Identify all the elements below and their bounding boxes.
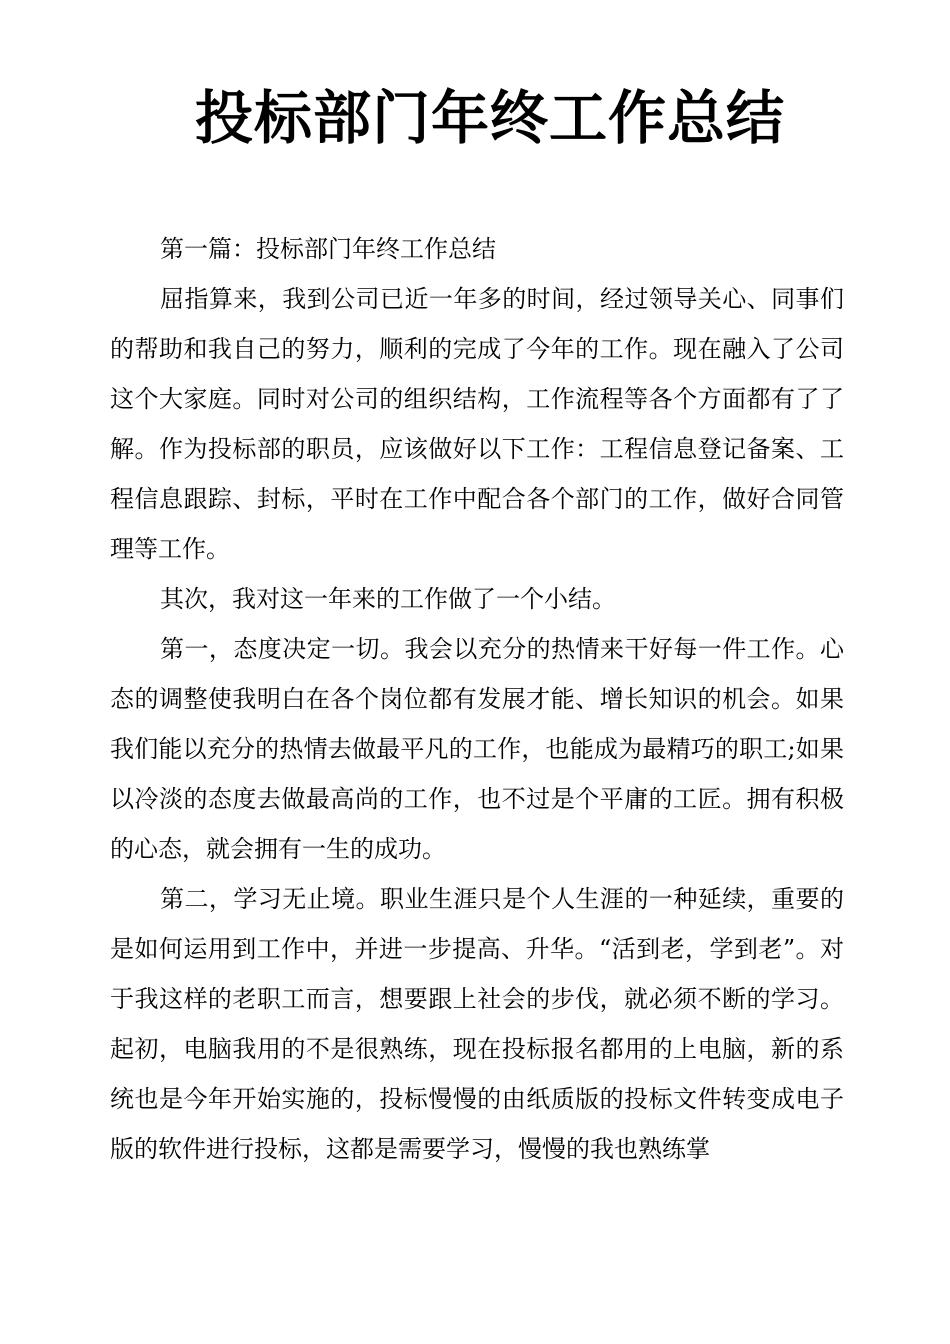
paragraph-heading: 第一篇：投标部门年终工作总结 bbox=[160, 235, 496, 263]
document-body bbox=[110, 224, 844, 1174]
paragraph-learning: 第二，学习无止境。职业生涯只是个人生涯的一种延续，重要的是如何运用到工作中，并进一步提高、升华。“活到老，学到老”。对于我这样的老职工而言，想要跟上社会的步伐，就必须不断的学习。起初，电脑我用的不是很熟练，现在投标报名都用的上电脑，新的系统也是今年开始实施的，投标慢慢的由纸质版的投标文件转变成电子版的软件进行投标，这都是需要学习，慢慢的我也熟练掌 bbox=[110, 885, 844, 1163]
paragraph-summary-lead: 其次，我对这一年来的工作做了一个小结。 bbox=[160, 585, 616, 613]
paragraph-attitude: 第一，态度决定一切。我会以充分的热情来干好每一件工作。心态的调整使我明白在各个岗位都有发展才能、增长知识的机会。如果我们能以充分的热情去做最平凡的工作，也能成为最精巧的职工;如果以冷淡的态度去做最高尚的工作，也不过是个平庸的工匠。拥有积极的心态，就会拥有一生的成功。 bbox=[110, 635, 844, 863]
document-title: 投标部门年终工作总结 bbox=[194, 84, 785, 152]
paragraph-intro: 屈指算来，我到公司已近一年多的时间，经过领导关心、同事们的帮助和我自己的努力，顺利的完成了今年的工作。现在融入了公司这个大家庭。同时对公司的组织结构，工作流程等各个方面都有了了解。作为投标部的职员，应该做好以下工作：工程信息登记备案、工程信息跟踪、封标，平时在工作中配合各个部门的工作，做好合同管理等工作。 bbox=[110, 285, 844, 563]
